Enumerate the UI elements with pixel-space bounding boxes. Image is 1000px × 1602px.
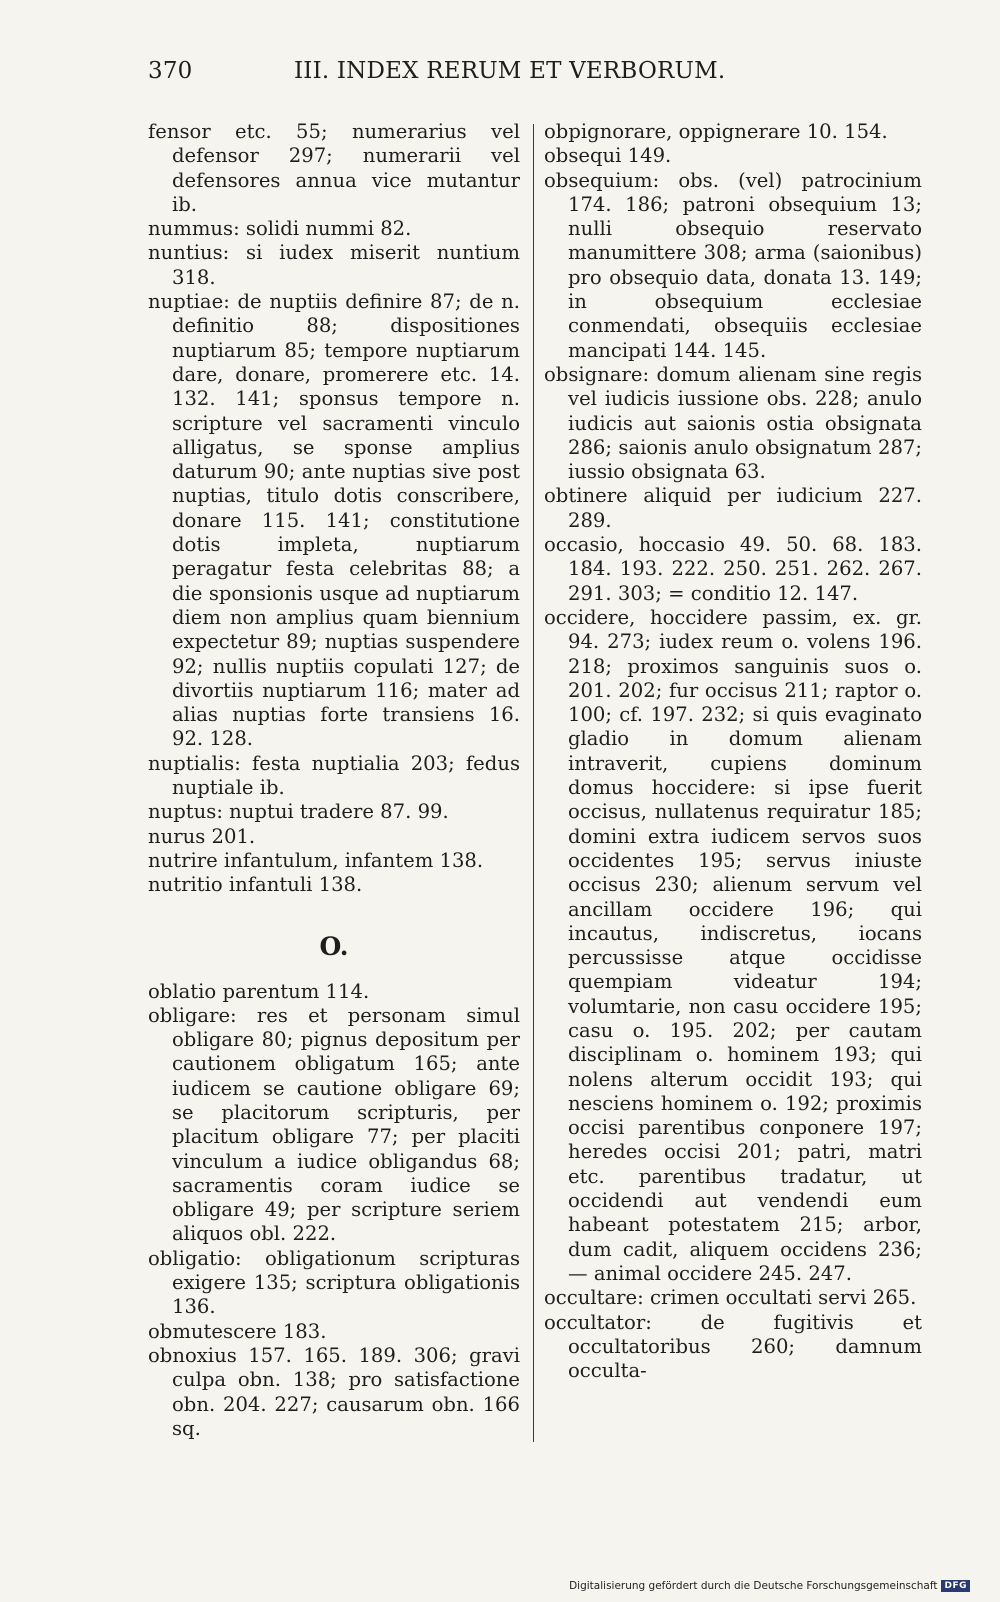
index-entry: nurus 201.	[148, 824, 256, 848]
index-entry: obligare: res et personam simul obligare 80; pignus depositum per cautionem obligatum 165; ante iudicem se cautione obligare 69; se placitorum scripturis, per placitum obligare 77; per placiti vinculum a iudice obligandus 68; sacramentis coram iudice se obligare 49; per scripture seriem aliquos obl. 222.	[148, 1003, 520, 1246]
index-entry: occultare: crimen occultati servi 265.	[544, 1286, 917, 1310]
left-column	[148, 120, 520, 1441]
index-entry: nuntius: si iudex miserit nuntium 318.	[148, 241, 520, 289]
index-entry: obligatio: obligationum scripturas exigere 135; scriptura obligationis 136.	[148, 1246, 520, 1319]
page-header	[148, 58, 920, 92]
index-entry: nutritio infantuli 138.	[148, 873, 363, 897]
index-entry: nuptus: nuptui tradere 87. 99.	[148, 800, 449, 824]
index-entry: obsequium: obs. (vel) patrocinium 174. 186; patroni obsequium 13; nulli obsequio reservato manumittere 308; arma (saionibus) pro obsequio data, donata 13. 149; in obsequium ecclesiae conmendati, obsequiis ecclesiae mancipati 144. 145.	[544, 168, 922, 362]
credit-text: Digitalisierung gefördert durch die Deutsche Forschungsgemeinschaft	[569, 1580, 938, 1592]
right-column	[544, 120, 922, 1383]
index-entry: oblatio parentum 114.	[148, 979, 370, 1003]
index-entry: nutrire infantulum, infantem 138.	[148, 848, 484, 872]
index-entry: occidere, hoccidere passim, ex. gr. 94. 273; iudex reum o. volens 196. 218; proximos sanguinis suos o. 201. 202; fur occisus 211; raptor o. 100; cf. 197. 232; si quis evaginato gladio in domum alienam intraverit, cupiens dominum domus hoccidere: si ipse fuerit occisus, nullatenus requiratur 185; domini extra iudicem servos suos occidentes 195; servus iniuste occisus 230; alienum servum vel ancillam occidere 196; qui incautus, indiscretus, iocans percussisse atque occidisse quempiam videatur 194; volumtarie, non casu occidere 195; casu o. 195. 202; per cautam disciplinam o. hominem 193; qui nolens alterum occidit 193; qui nesciens hominem o. 192; proximis occisi parentibus conponere 197; heredes occisi 201; patri, matri etc. parentibus tradatur, ut occidendi aut vendendi eum habeant potestatem 215; arbor, dum cadit, aliquem occidens 236; — animal occidere 245. 247.	[544, 605, 922, 1285]
index-entry: nuptialis: festa nuptialia 203; fedus nuptiale ib.	[148, 751, 520, 800]
index-entry: occultator: de fugitivis et occultatoribus 260; damnum occulta-	[544, 1310, 922, 1383]
index-entry: obtinere aliquid per iudicium 227. 289.	[544, 484, 922, 532]
index-entry: obnoxius 157. 165. 189. 306; gravi culpa obn. 138; pro satisfactione obn. 204. 227; causarum obn. 166 sq.	[148, 1343, 520, 1440]
index-entry: obsequi 149.	[544, 144, 672, 168]
index-entry: obpignorare, oppignerare 10. 154.	[544, 120, 888, 143]
column-divider	[533, 124, 534, 1442]
page-number: 370	[148, 58, 193, 84]
index-entry: obsignare: domum alienam sine regis vel iudicis iussione obs. 228; anulo iudicis aut saionis ostia obsignata 286; saionis anulo obsignatum 287; iussio obsignata 63.	[544, 362, 922, 484]
index-entry: obmutescere 183.	[148, 1319, 327, 1343]
index-entry: nummus: solidi nummi 82.	[148, 217, 412, 241]
index-entry: nuptiae: de nuptiis definire 87; de n. definitio 88; dispositiones nuptiarum 85; tempore nuptiarum dare, donare, promerere etc. 14. 132. 141; sponsus tempore n. scripture vel sacramenti vinculo alligatus, se sponse amplius daturum 90; ante nuptias sive post nuptias, titulo dotis conscribere, donare 115. 141; constitutione dotis impleta, nuptiarum peragatur festa celebritas 88; a die sponsionis usque ad nuptiarum diem non amplius quam biennium expectetur 89; nuptias suspendere 92; nullis nuptiis copulati 127; de divortiis nuptiarum 116; mater ad alias nuptias forte transiens 16. 92. 128.	[148, 290, 520, 751]
index-entry: fensor etc. 55; numerarius vel defensor 297; numerarii vel defensores annua vice mutantur ib.	[148, 120, 520, 216]
index-entry: occasio, hoccasio 49. 50. 68. 183. 184. 193. 222. 250. 251. 262. 267. 291. 303; = conditio 12. 147.	[544, 533, 922, 605]
digitization-credit	[569, 1580, 970, 1592]
dfg-logo: DFG	[941, 1580, 970, 1592]
section-letter-heading: O.	[319, 931, 349, 961]
running-title: III. INDEX RERUM ET VERBORUM.	[294, 58, 726, 84]
